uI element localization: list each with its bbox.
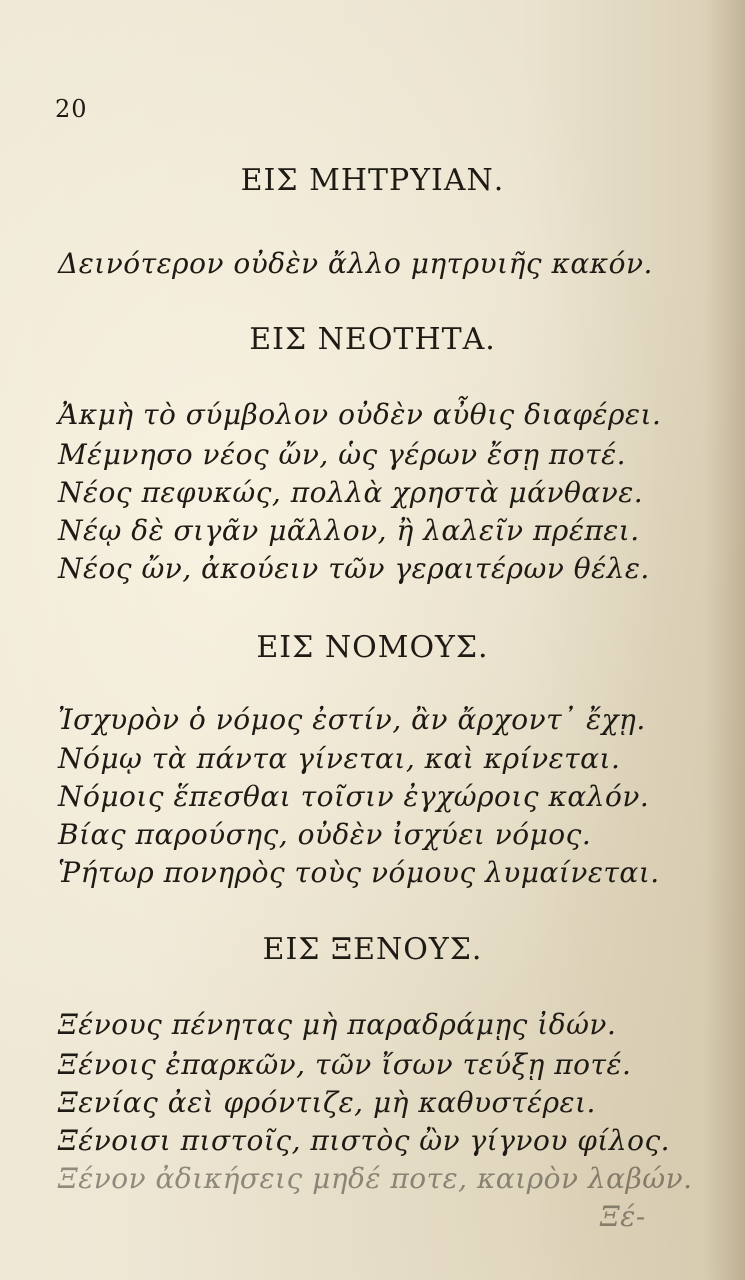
verse-line: Ξένοισι πιστοῖς, πιστὸς ὢν γίγνου φίλος. [58,1124,671,1157]
verse-line: Νέῳ δὲ σιγᾶν μᾶλλον, ἢ λαλεῖν πρέπει. [58,514,640,547]
section-heading-stepmother: ΕΙΣ ΜΗΤΡΥΙΑΝ. [240,163,505,198]
verse-line: Νόμοις ἕπεσθαι τοῖσιν ἐγχώροις καλόν. [58,780,650,813]
section-heading-youth: ΕΙΣ ΝΕΟΤΗΤΑ. [249,322,496,357]
page-number: 20 [55,95,88,123]
verse-line: Ξένοις ἐπαρκῶν, τῶν ἴσων τεύξῃ ποτέ. [58,1048,632,1081]
verse-line: Ἰσχυρὸν ὁ νόμος ἐστίν, ἂν ἄρχοντ᾽ ἔχῃ. [58,703,646,736]
catchword: Ξέ- [600,1200,646,1233]
verse-line: Ξενίας ἀεὶ φρόντιζε, μὴ καθυστέρει. [58,1086,596,1119]
verse-line: Ξένον ἀδικήσεις μηδέ ποτε, καιρὸν λαβών. [58,1162,693,1195]
verse-line: Νέος πεφυκώς, πολλὰ χρηστὰ μάνθανε. [58,476,644,509]
verse-line: Ξένους πένητας μὴ παραδράμῃς ἰδών. [58,1008,617,1041]
verse-line: Ἀκμὴ τὸ σύμβολον οὐδὲν αὖθις διαφέρει. [58,398,662,431]
verse-line: Δεινότερον οὐδὲν ἄλλο μητρυιῆς κακόν. [58,247,653,280]
verse-line: Ῥήτωρ πονηρὸς τοὺς νόμους λυμαίνεται. [58,856,660,889]
verse-line: Νέος ὤν, ἀκούειν τῶν γεραιτέρων θέλε. [58,552,650,585]
verse-line: Νόμῳ τὰ πάντα γίνεται, καὶ κρίνεται. [58,742,621,775]
section-heading-laws: ΕΙΣ ΝΟΜΟΥΣ. [256,630,489,665]
verse-line: Βίας παρούσης, οὐδὲν ἰσχύει νόμος. [58,818,592,851]
section-heading-strangers: ΕΙΣ ΞΕΝΟΥΣ. [262,932,483,967]
verse-line: Μέμνησο νέος ὤν, ὡς γέρων ἔσῃ ποτέ. [58,438,627,471]
